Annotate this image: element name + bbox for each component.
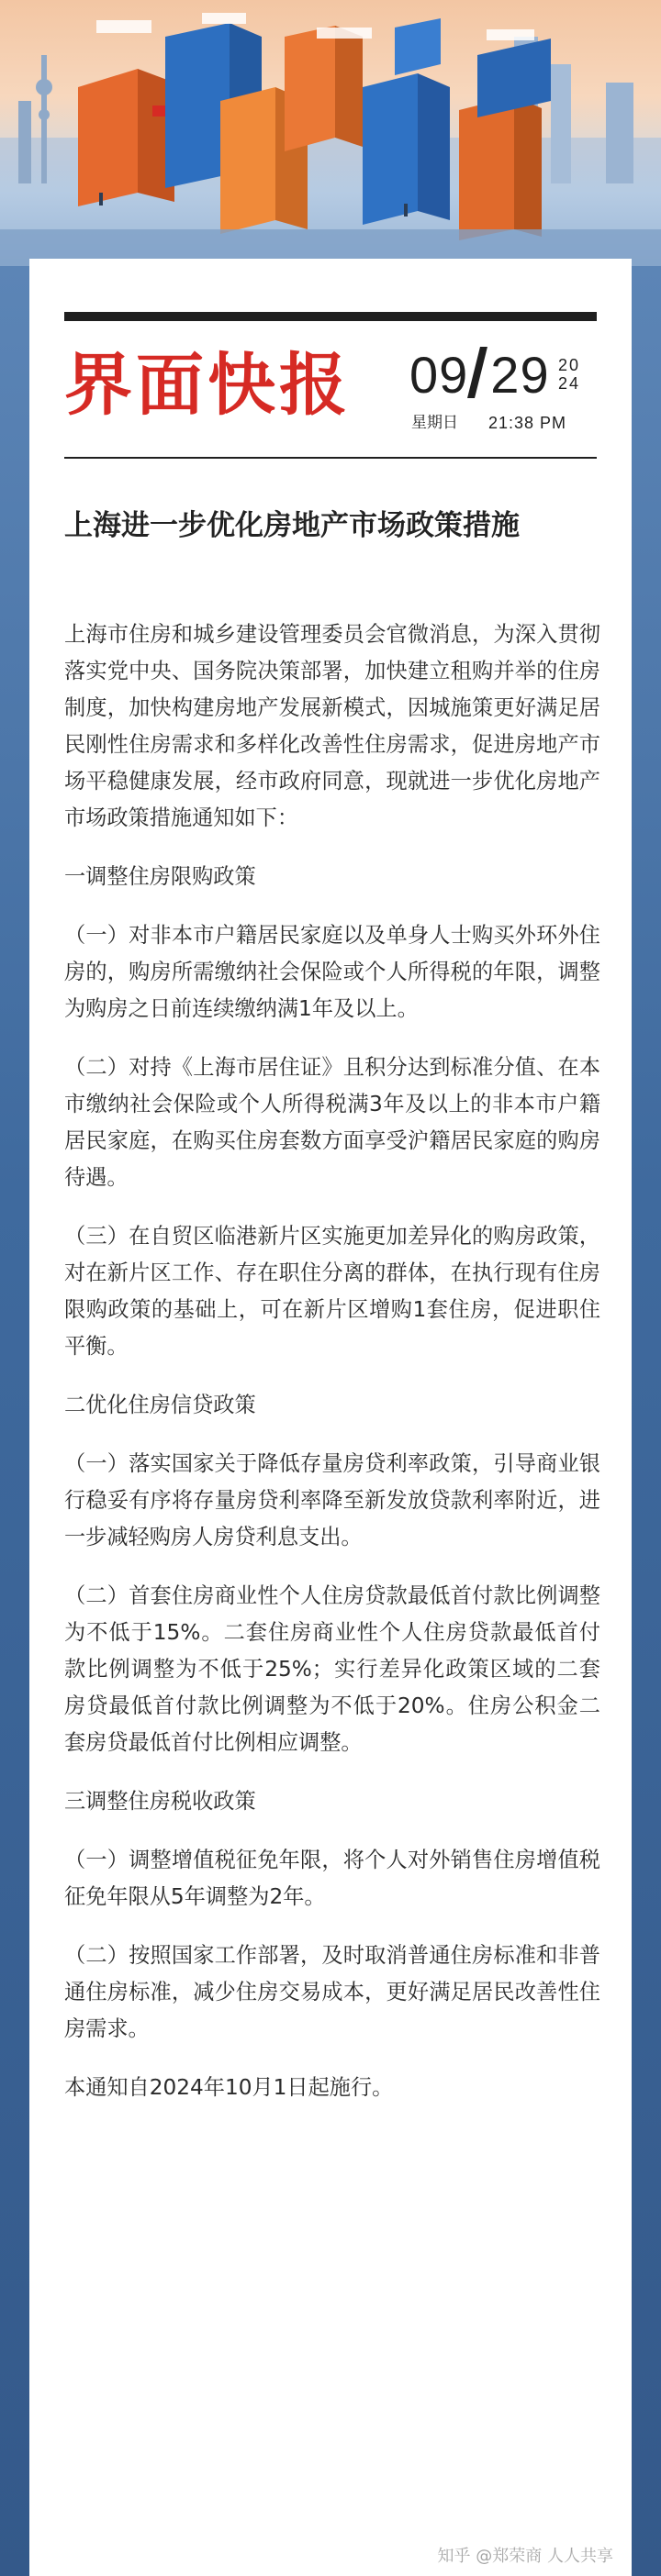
intro-paragraph: 上海市住房和城乡建设管理委员会官微消息，为深入贯彻落实党中央、国务院决策部署，加快建立租购并举的住房制度，加快构建房地产发展新模式，因城施策更好满足居民刚性住房需求和多样化改善性住房需求，促进房地产市场平稳健康发展，经市政府同意，现就进一步优化房地产市场政策措施通知如下： [64, 622, 600, 830]
date-day: 29 [490, 346, 550, 404]
top-rule [64, 312, 597, 321]
city-skyline-illustration [0, 0, 661, 275]
paragraph-3-2: （二）按照国家工作部署，及时取消普通住房标准和非普通住房标准，减少住房交易成本，更好满足居民改善性住房需求。 [64, 1943, 600, 2041]
news-card [29, 259, 632, 2576]
paragraph-1-3: （三）在自贸区临港新片区实施更加差异化的购房政策，对在新片区工作、存在职住分离的群体，在执行现有住房限购政策的基础上，可在新片区增购1套住房，促进职住平衡。 [64, 1224, 600, 1359]
paragraph-2-1: （一）落实国家关于降低存量房贷利率政策，引导商业银行稳妥有序将存量房贷利率降至新发放贷款利率附近，进一步减轻购房人房贷利息支出。 [64, 1451, 600, 1549]
year-bottom: 24 [558, 374, 581, 393]
date-slash [467, 347, 487, 398]
section-heading-2: 二优化住房信贷政策 [64, 1393, 256, 1417]
paragraph-1-2: （二）对持《上海市居住证》且积分达到标准分值、在本市缴纳社会保险或个人所得税满3年及以上的非本市户籍居民家庭，在购买住房套数方面享受沪籍居民家庭的购房待遇。 [64, 1055, 600, 1190]
paragraph-3-1: （一）调整增值税征免年限，将个人对外销售住房增值税征免年限从5年调整为2年。 [64, 1848, 600, 1909]
time-label: 21:38 PM [488, 414, 567, 432]
bottom-rule [64, 457, 597, 459]
paragraph-1-1: （一）对非本市户籍居民家庭以及单身人士购买外环外住房的，购房所需缴纳社会保险或个人所得税的年限，调整为购房之日前连续缴纳满1年及以上。 [64, 923, 600, 1021]
article-body [64, 616, 600, 2128]
year-top: 20 [558, 356, 581, 374]
date-display [409, 347, 550, 403]
weekday-label: 星期日 [411, 414, 458, 432]
watermark-text: 知乎 @郑荣商 人人共享 [437, 2547, 613, 2566]
paragraph-2-2: （二）首套住房商业性个人住房贷款最低首付款比例调整为不低于15%。二套住房商业性个人住房贷款最低首付款比例调整为不低于25%；实行差异化政策区域的二套房贷最低首付款比例调整为不低于20%。住房公积金二套房贷最低首付比例相应调整。 [64, 1583, 600, 1755]
section-heading-1: 一调整住房限购政策 [64, 864, 256, 889]
date-month: 09 [409, 346, 469, 404]
header-illustration [0, 0, 661, 275]
closing-paragraph: 本通知自2024年10月1日起施行。 [64, 2075, 394, 2100]
year-display [558, 356, 595, 393]
brand-logo-text: 界面快报 [64, 346, 351, 425]
article-title: 上海进一步优化房地产市场政策措施 [64, 509, 520, 542]
section-heading-3: 三调整住房税收政策 [64, 1789, 256, 1814]
